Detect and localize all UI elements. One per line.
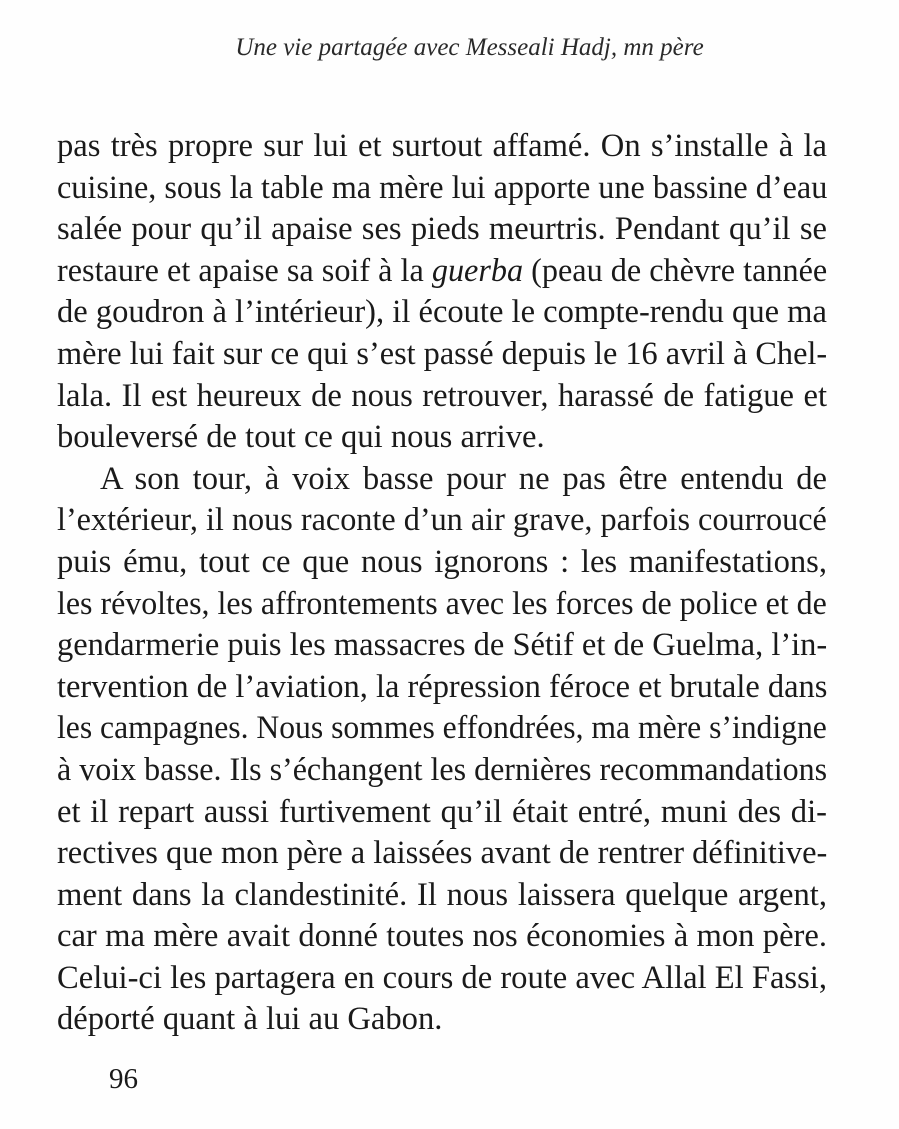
text-line: puis ému, tout ce que nous ignorons : les manifestations, bbox=[57, 543, 827, 580]
paragraph bbox=[57, 126, 827, 459]
text-line: mère lui fait sur ce qui s’est passé depuis le 16 avril à Chel- bbox=[57, 335, 828, 372]
text-line: ment dans la clandestinité. Il nous laissera quelque argent, bbox=[57, 876, 827, 913]
running-header: Une vie partagée avec Messeali Hadj, mn père bbox=[235, 34, 704, 61]
text-line: tervention de l’aviation, la répression féroce et brutale dans bbox=[57, 668, 828, 705]
text-line: à voix basse. Ils s’échangent les dernières recommandations bbox=[57, 751, 828, 788]
text-segment: restaure et apaise sa soif à la bbox=[57, 252, 432, 289]
text-line: et il repart aussi furtivement qu’il était entré, muni des di- bbox=[57, 793, 827, 830]
page-number: 96 bbox=[109, 1063, 138, 1095]
text-line: déporté quant à lui au Gabon. bbox=[57, 1001, 443, 1038]
text-line: salée pour qu’il apaise ses pieds meurtris. Pendant qu’il se bbox=[57, 211, 827, 248]
text-line: rectives que mon père a laissées avant de rentrer définitive- bbox=[57, 835, 828, 872]
text-line bbox=[57, 251, 827, 293]
text-line: l’extérieur, il nous raconte d’un air grave, parfois courroucé bbox=[57, 502, 827, 539]
text-line: gendarmerie puis les massacres de Sétif et de Guelma, l’in- bbox=[57, 627, 828, 664]
text-line: car ma mère avait donné toutes nos économies à mon père. bbox=[57, 918, 827, 955]
text-line: de goudron à l’intérieur), il écoute le compte-rendu que ma bbox=[57, 294, 827, 331]
text-line: bouleversé de tout ce qui nous arrive. bbox=[57, 419, 545, 456]
text-line: Celui-ci les partagera en cours de route avec Allal El Fassi, bbox=[57, 959, 827, 996]
text-line: cuisine, sous la table ma mère lui apporte une bassine d’eau bbox=[57, 169, 828, 206]
text-line: lala. Il est heureux de nous retrouver, harassé de fatigue et bbox=[57, 377, 827, 414]
paragraph bbox=[57, 459, 827, 1041]
text-line: pas très propre sur lui et surtout affamé. On s’installe à la bbox=[57, 128, 827, 164]
text-line: A son tour, à voix basse pour ne pas être entendu de bbox=[100, 460, 827, 497]
body-text bbox=[57, 126, 827, 1041]
text-line: les révoltes, les affrontements avec les forces de police et de bbox=[57, 585, 827, 622]
italic-term: guerba bbox=[431, 252, 524, 289]
text-segment: (peau de chèvre tannée bbox=[523, 252, 828, 289]
text-line: les campagnes. Nous sommes effondrées, ma mère s’indigne bbox=[57, 710, 827, 747]
